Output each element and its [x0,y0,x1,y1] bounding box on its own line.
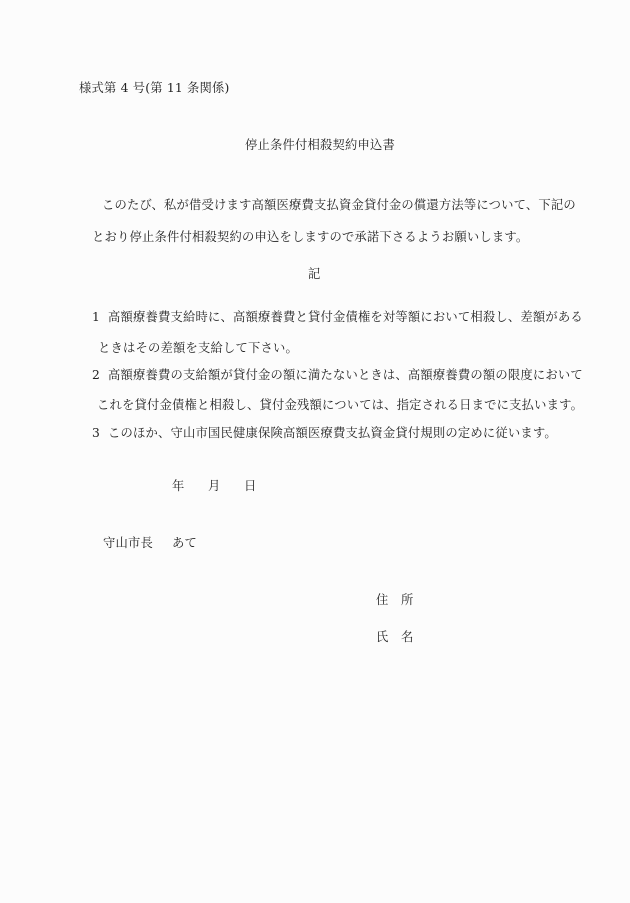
item-number: 1 [92,310,101,324]
intro-line-1: このたび、私が借受けます高額医療費支払資金貸付金の償還方法等について、下記の [102,198,576,212]
item-text-line-1: このほか、守山市国民健康保険高額医療費支払資金貸付規則の定めに従います。 [108,426,557,440]
item-number: 3 [92,426,101,440]
ki-heading: 記 [308,267,321,281]
item-text-line-2: これを貸付金債権と相殺し、貸付金残額については、指定される日までに支払います。 [97,398,584,412]
intro-line-2: とおり停止条件付相殺契約の申込をしますので承諾下さるようお願いします。 [92,230,529,244]
date-month: 月 [208,479,221,493]
addressee-name: 守山市長 [103,536,153,550]
addressee-suffix: あて [172,536,197,550]
item-number: 2 [92,368,101,382]
item-text-line-1: 高額療養費支給時に、高額療養費と貸付金債権を対等額において相殺し、差額がある [108,310,583,324]
item-text-line-1: 高額療養費の支給額が貸付金の額に満たないときは、高額療養費の額の限度において [108,368,583,382]
date-year: 年 [172,479,185,493]
item-text-line-2: ときはその差額を支給して下さい。 [98,341,298,355]
document-title: 停止条件付相殺契約申込書 [245,138,395,152]
name-label: 氏 名 [376,630,414,644]
address-label: 住 所 [376,593,414,607]
form-number-label: 様式第 4 号(第 11 条関係) [79,81,230,95]
date-day: 日 [244,479,257,493]
